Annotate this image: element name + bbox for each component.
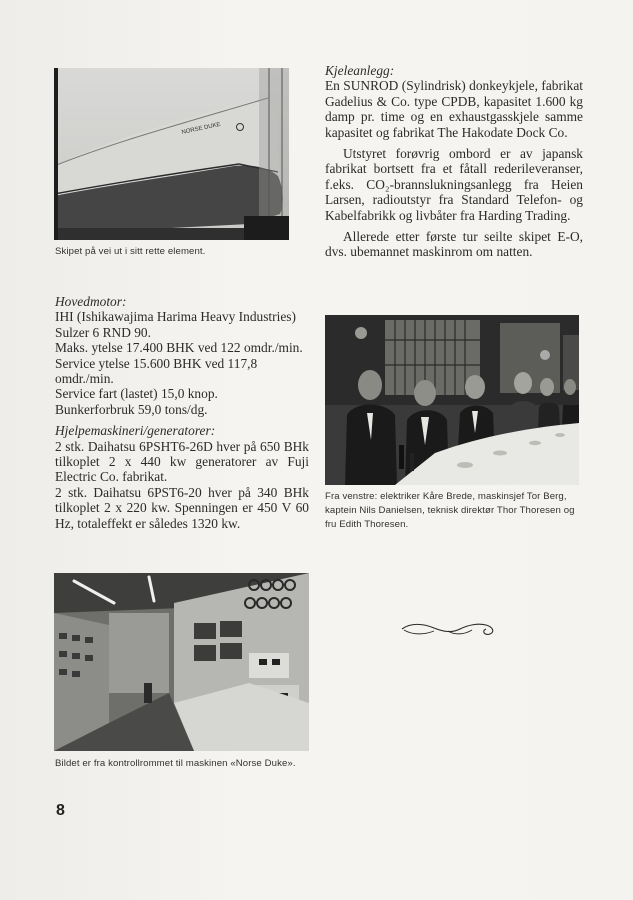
dinner-group-photo — [325, 315, 579, 485]
control-room-caption: Bildet er fra kontrollrommet til maskinen «Norse Duke». — [55, 758, 296, 769]
hovedmotor-line: Bunkerforbruk 59,0 tons/dg. — [55, 401, 208, 417]
control-room-photo — [54, 573, 309, 751]
hovedmotor-line: Service fart (lastet) 15,0 knop. — [55, 386, 218, 402]
right-text-column — [325, 63, 583, 260]
page-number: 8 — [56, 802, 65, 819]
ship-launch-photo — [54, 68, 289, 240]
hjelpemaskineri-heading: Hjelpemaskineri/generatorer: — [55, 423, 216, 439]
hjelpemaskineri-paragraph-2: 2 stk. Daihatsu 6PST6-20 hver på 340 BHk tilkoplet 2 x 220 kw. Spenningen er 450 V 60 Hz, totaleffekt er således 1320 kw. — [55, 484, 309, 531]
hovedmotor-line: Service ytelse 15.600 BHK ved 117,8 omdr./min. — [55, 355, 258, 387]
hjelpemaskineri-paragraph-1: 2 stk. Daihatsu 6PSHT6-26D hver på 650 BHk tilkoplet 2 x 440 kw generatorer av Fuji Electric Co. fabrikat. — [55, 438, 309, 485]
eo-paragraph: Allerede etter første tur seilte skipet E-O, dvs. ubemannet maskinrom om natten. — [325, 229, 583, 260]
left-text-column — [55, 294, 309, 531]
hovedmotor-line: Maks. ytelse 17.400 BHK ved 122 omdr./min. — [55, 340, 303, 356]
kjeleanlegg-heading: Kjeleanlegg: — [325, 63, 395, 78]
ship-hull-name: NORSE DUKE — [181, 121, 222, 136]
dinner-photo-caption: Fra venstre: elektriker Kåre Brede, maskinsjef Tor Berg, kaptein Nils Danielsen, teknisk direktør Thor Thoresen og fru Edith Thoresen. — [325, 491, 575, 530]
ship-photo-caption: Skipet på vei ut i sitt rette element. — [55, 246, 206, 257]
hovedmotor-line: IHI (Ishikawajima Harima Heavy Industries) Sulzer 6 RND 90. — [55, 309, 296, 340]
kjeleanlegg-paragraph: En SUNROD (Sylindrisk) donkeykjele, fabrikat Gadelius & Co. type CPDB, kapasitet 1.600 kg damp pr. time og en exhaustgasskjele samme kapasitet og fabrikat The Hakodate Dock Co. — [325, 78, 583, 140]
utstyr-paragraph: Utstyret forøvrig ombord er av japansk fabrikat bortsett fra et fåtall rederileveranser, f.eks. CO₂-brannslukningsanlegg fra Heien Larsen, radioutstyr fra Standard Telefon- og Kabelfabrikk og livbåter fra Harding Trading. — [325, 146, 583, 223]
flourish-ornament-icon — [398, 617, 498, 639]
hovedmotor-heading: Hovedmotor: — [55, 294, 127, 309]
